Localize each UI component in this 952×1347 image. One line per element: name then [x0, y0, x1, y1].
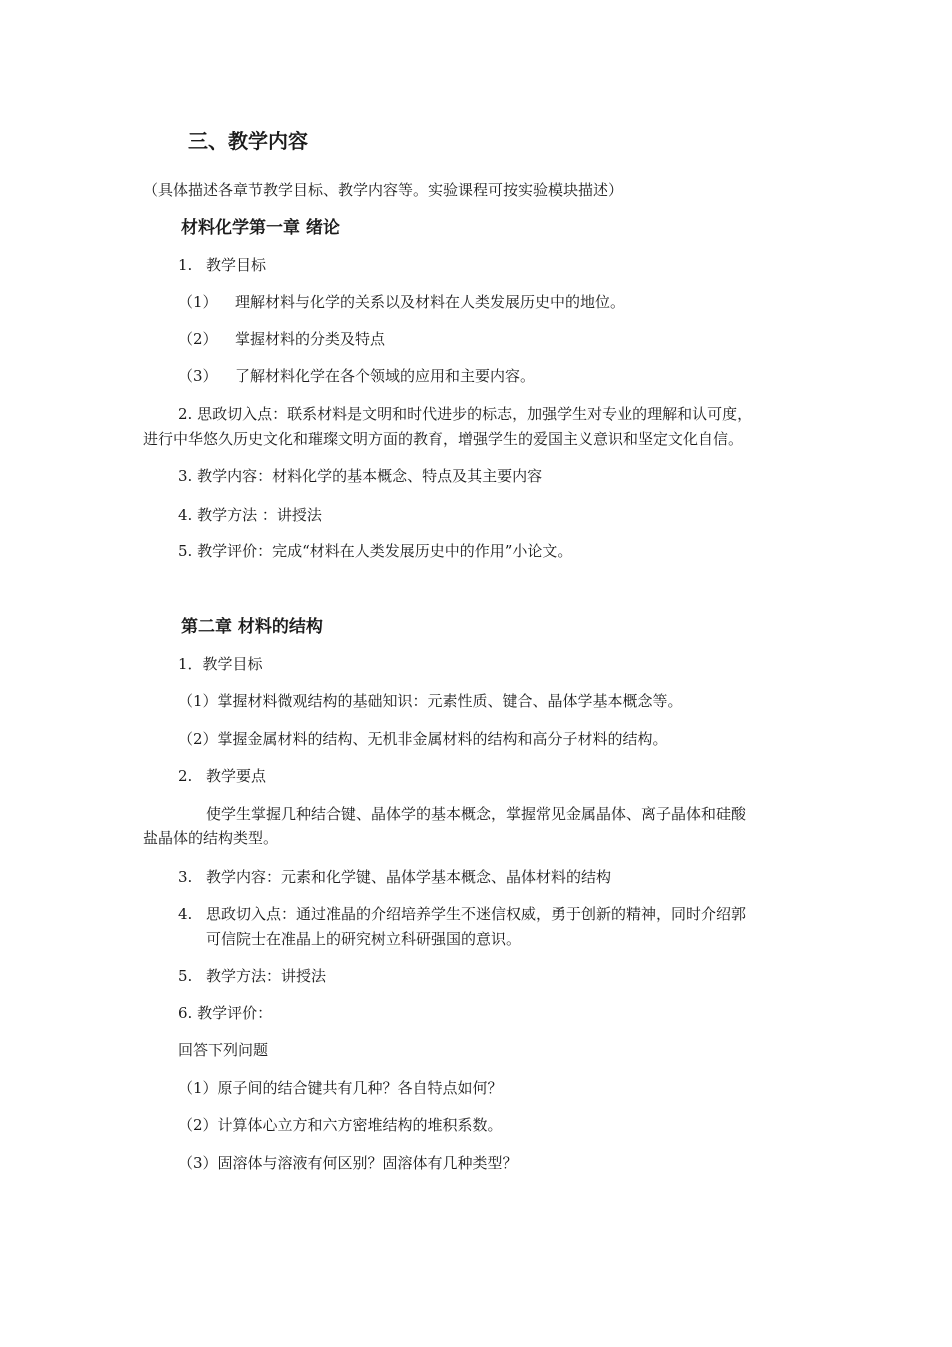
chapter1-objective-item	[178, 292, 625, 312]
item-text: 掌握材料的分类及特点	[235, 330, 386, 348]
chapter2-question-item: （3）固溶体与溶液有何区别？固溶体有几种类型？	[178, 1154, 518, 1172]
chapter2-evaluation: 6. 教学评价：	[178, 1004, 273, 1022]
item-text: 了解材料化学在各个领域的应用和主要内容。	[235, 367, 536, 385]
chapter1-objective-item	[178, 329, 385, 349]
chapter2-question-item: （2）计算体心立方和六方密堆结构的堆积系数。	[178, 1116, 503, 1134]
item-number: （3）	[178, 367, 218, 385]
chapter2-keypoints-heading	[178, 766, 266, 786]
item-text: 理解材料与化学的关系以及材料在人类发展历史中的地位。	[235, 293, 626, 311]
item-text: 思政切入点：通过准晶的介绍培养学生不迷信权威，勇于创新的精神，同时介绍郭	[206, 905, 747, 923]
chapter1-title: 材料化学第一章 绪论	[181, 218, 340, 238]
item-text: 教学内容：元素和化学键、晶体学基本概念、晶体材料的结构	[206, 868, 612, 886]
heading-text: 教学目标	[206, 256, 267, 274]
chapter2-questions-intro: 回答下列问题	[178, 1041, 269, 1059]
chapter2-title: 第二章 材料的结构	[181, 617, 323, 637]
chapter1-evaluation: 5. 教学评价：完成“材料在人类发展历史中的作用”小论文。	[178, 542, 573, 560]
item-text: 教学方法：讲授法	[206, 967, 327, 985]
item-number: 3.	[178, 868, 193, 886]
section-note: （具体描述各章节教学目标、教学内容等。实验课程可按实验模块描述）	[143, 181, 624, 199]
chapter1-ideology-line2: 进行中华悠久历史文化和璀璨文明方面的教育，增强学生的爱国主义意识和坚定文化自信。	[143, 430, 744, 448]
heading-number: 1.	[178, 256, 193, 274]
chapter2-objective-item: （2）掌握金属材料的结构、无机非金属材料的结构和高分子材料的结构。	[178, 730, 668, 748]
item-number: 4.	[178, 905, 193, 923]
chapter2-question-item: （1）原子间的结合键共有几种？各自特点如何？	[178, 1079, 503, 1097]
chapter2-content	[178, 867, 611, 887]
chapter2-method	[178, 966, 326, 986]
section-title: 三、教学内容	[188, 129, 308, 153]
chapter1-method: 4. 教学方法 ：讲授法	[178, 506, 322, 524]
chapter2-ideology-line2: 可信院士在准晶上的研究树立科研强国的意识。	[206, 930, 522, 948]
chapter2-objective-item: （1）掌握材料微观结构的基础知识：元素性质、键合、晶体学基本概念等。	[178, 692, 683, 710]
item-number: （2）	[178, 330, 218, 348]
chapter1-objective-item	[178, 366, 535, 386]
chapter2-ideology	[178, 904, 746, 924]
chapter2-keypoints-line1: 使学生掌握几种结合键、晶体学的基本概念，掌握常见金属晶体、离子晶体和硅酸	[206, 805, 747, 823]
chapter1-content: 3. 教学内容：材料化学的基本概念、特点及其主要内容	[178, 467, 543, 485]
heading-number: 2.	[178, 767, 193, 785]
chapter2-objectives-heading: 1．教学目标	[178, 655, 263, 673]
chapter1-objectives-heading	[178, 255, 266, 275]
item-number: 5.	[178, 967, 193, 985]
chapter1-ideology-line1: 2. 思政切入点：联系材料是文明和时代进步的标志，加强学生对专业的理解和认可度，	[178, 405, 753, 423]
heading-text: 教学要点	[206, 767, 267, 785]
item-number: （1）	[178, 293, 218, 311]
chapter2-keypoints-line2: 盐晶体的结构类型。	[143, 829, 279, 847]
